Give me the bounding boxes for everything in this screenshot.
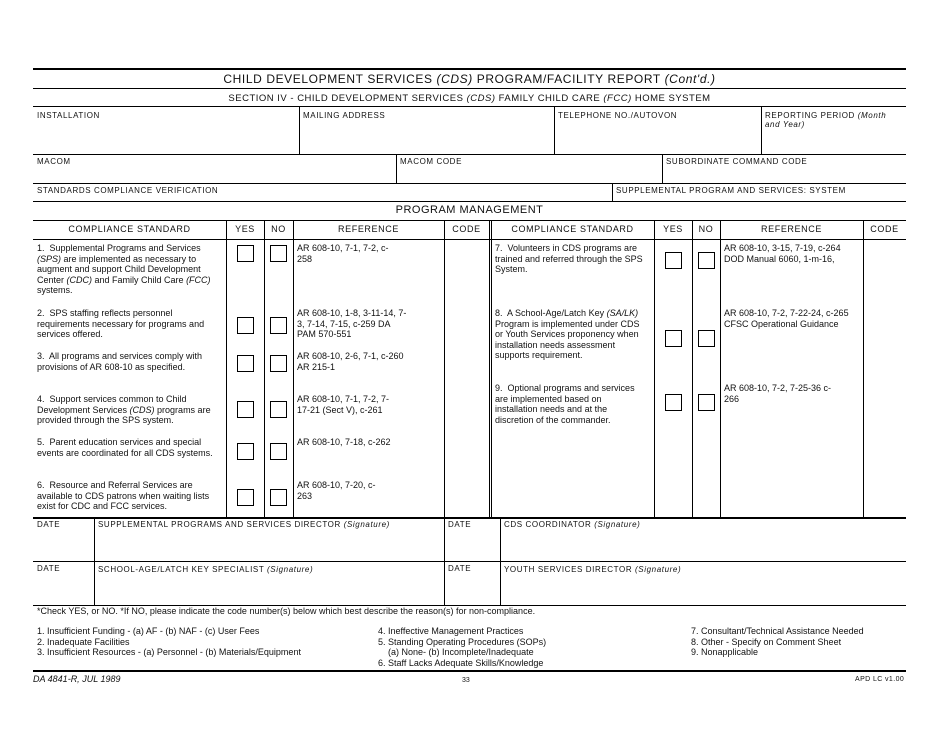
col-code-right: CODE [870,224,899,234]
cds-coordinator-signature-field[interactable]: CDS COORDINATOR (Signature) [504,520,641,529]
item-6-text: 6. Resource and Referral Services are available to CDS patrons when waiting lists exist for CDC and FCC services. [37,480,210,511]
rule [33,670,906,672]
code-9: 9. Nonapplicable [691,647,759,657]
rule [33,106,906,107]
non-compliance-note: *Check YES, or NO. *If NO, please indicate the code number(s) below which best describe the reason(s) for non-compliance. [37,606,536,616]
col-yes-left: YES [235,224,255,234]
rule [761,106,762,154]
codes-column-2 [378,626,546,668]
item-2-no-checkbox[interactable] [270,317,287,334]
rule [654,220,655,518]
code-5: 5. Standing Operating Procedures (SOPs) [378,636,547,647]
rule [226,220,227,518]
item-6-yes-checkbox[interactable] [237,489,254,506]
item-1-yes-checkbox[interactable] [237,245,254,262]
item-5-reference: AR 608-10, 7-18, c-262 [297,437,391,447]
code-6: 6. Staff Lacks Adequate Skills/Knowledge [378,657,544,668]
code-3: 3. Insufficient Resources - (a) Personnel - (b) Materials/Equipment [37,647,301,657]
item-3-text: 3. All programs and services comply with provisions of AR 608-10 as specified. [37,351,203,372]
rule [299,106,300,154]
macom-label: MACOM [37,157,71,166]
rule [720,220,721,518]
item-9-reference: AR 608-10, 7-2, 7-25-36 c-266 [724,383,832,404]
col-no-left: NO [271,224,286,234]
rule [33,154,906,155]
item-8-yes-checkbox[interactable] [665,330,682,347]
rule [662,154,663,183]
rule [396,154,397,183]
rule [293,220,294,518]
item-7-text: 7. Volunteers in CDS programs are trained and referred through the SPS System. [495,243,643,274]
code-5-sub: (a) None- (b) Incomplete/Inadequate [388,647,534,657]
version-label: APD LC v1.00 [855,676,905,683]
item-4-text: 4. Support services common to Child Development Services (CDS) programs are provided through the SPS system. [37,394,211,425]
item-5-yes-checkbox[interactable] [237,443,254,460]
item-8-reference: AR 608-10, 7-2, 7-22-24, c-265 CFSC Operational Guidance [724,308,849,329]
rule [692,220,693,518]
col-reference-left: REFERENCE [338,224,399,234]
item-9-no-checkbox[interactable] [698,394,715,411]
col-compliance-standard-left: COMPLIANCE STANDARD [68,224,191,234]
item-2-text: 2. SPS staffing reflects personnel requirements necessary for programs and services offered. [37,308,205,339]
youth-director-signature-field[interactable]: YOUTH SERVICES DIRECTOR (Signature) [504,565,682,574]
rule [491,220,492,518]
reporting-period-label: REPORTING PERIOD (Month and Year) [765,111,887,129]
item-7-no-checkbox[interactable] [698,252,715,269]
rule [612,183,613,201]
item-1-no-checkbox[interactable] [270,245,287,262]
codes-column-1 [37,626,301,658]
item-4-reference: AR 608-10, 7-1, 7-2, 7-17-21 (Sect V), c-261 [297,394,390,415]
item-2-yes-checkbox[interactable] [237,317,254,334]
installation-label: INSTALLATION [37,111,100,120]
item-3-no-checkbox[interactable] [270,355,287,372]
rule [554,106,555,154]
rule [33,183,906,184]
col-reference-right: REFERENCE [761,224,822,234]
col-no-right: NO [698,224,714,234]
rule [33,239,906,240]
rule [33,88,906,89]
form-title: CHILD DEVELOPMENT SERVICES (CDS) PROGRAM/FACILITY REPORT (Cont'd.) [223,72,716,86]
col-compliance-standard-right: COMPLIANCE STANDARD [511,224,634,234]
telephone-label: TELEPHONE NO./AUTOVON [558,111,678,120]
item-9-text: 9. Optional programs and services are implemented based on installation needs and at the discretion of the commander. [495,383,635,425]
item-4-no-checkbox[interactable] [270,401,287,418]
code-7: 7. Consultant/Technical Assistance Needed [691,626,864,636]
item-4-yes-checkbox[interactable] [237,401,254,418]
item-9-yes-checkbox[interactable] [665,394,682,411]
rule [264,220,265,518]
codes-column-3 [691,626,864,658]
page-number: 33 [462,677,470,684]
item-7-reference: AR 608-10, 3-15, 7-19, c-264 DOD Manual 6060, 1-m-16, [724,243,841,264]
rule [489,220,490,518]
date-label-2: DATE [448,520,472,529]
date-label-4: DATE [448,564,472,573]
col-yes-right: YES [663,224,683,234]
sps-director-signature-field[interactable]: SUPPLEMENTAL PROGRAMS AND SERVICES DIRECTOR (Signature) [98,520,390,529]
top-rule [33,68,906,70]
rule [33,201,906,202]
item-7-yes-checkbox[interactable] [665,252,682,269]
date-label-3: DATE [37,564,61,573]
mailing-address-label: MAILING ADDRESS [303,111,386,120]
col-code-left: CODE [452,224,481,234]
item-1-text: 1. Supplemental Programs and Services (SPS) are implemented as necessary to augment and support Child Development Center (CDC) and Family Child Care (FCC) systems. [37,243,211,295]
item-5-text: 5. Parent education services and special events are coordinated for all CDS systems. [37,437,213,458]
code-2: 2. Inadequate Facilities [37,636,130,647]
standards-compliance-label: STANDARDS COMPLIANCE VERIFICATION [37,186,219,195]
rule [444,220,445,518]
item-1-reference: AR 608-10, 7-1, 7-2, c-258 [297,243,389,264]
macom-code-label: MACOM CODE [400,157,462,166]
item-5-no-checkbox[interactable] [270,443,287,460]
salk-specialist-signature-field[interactable]: SCHOOL-AGE/LATCH KEY SPECIALIST (Signature) [98,565,314,574]
item-8-text: 8. A School-Age/Latch Key (SA/LK) Program is implemented under CDS or Youth Services proponency when installation needs assessment supports requirement. [495,308,640,360]
date-label-1: DATE [37,520,61,529]
supplemental-program-label: SUPPLEMENTAL PROGRAM AND SERVICES: SYSTEM [616,186,846,195]
item-2-reference: AR 608-10, 1-8, 3-11-14, 7-3, 7-14, 7-15, c-259 DA PAM 570-551 [297,308,407,339]
rule [33,517,906,519]
program-management-heading: PROGRAM MANAGEMENT [395,204,544,216]
item-3-yes-checkbox[interactable] [237,355,254,372]
code-4: 4. Ineffective Management Practices [378,626,524,636]
rule [863,220,864,518]
item-8-no-checkbox[interactable] [698,330,715,347]
code-1: 1. Insufficient Funding - (a) AF - (b) NAF - (c) User Fees [37,626,260,636]
section-title: SECTION IV - CHILD DEVELOPMENT SERVICES (CDS) FAMILY CHILD CARE (FCC) HOME SYSTEM [228,93,711,104]
form-number: DA 4841-R, JUL 1989 [33,674,121,684]
subordinate-command-code-label: SUBORDINATE COMMAND CODE [666,157,808,166]
item-3-reference: AR 608-10, 2-6, 7-1, c-260 AR 215-1 [297,351,404,372]
item-6-no-checkbox[interactable] [270,489,287,506]
item-6-reference: AR 608-10, 7-20, c-263 [297,480,376,501]
rule [33,220,906,221]
code-8: 8. Other - Specify on Comment Sheet [691,636,842,647]
rule [33,561,906,562]
